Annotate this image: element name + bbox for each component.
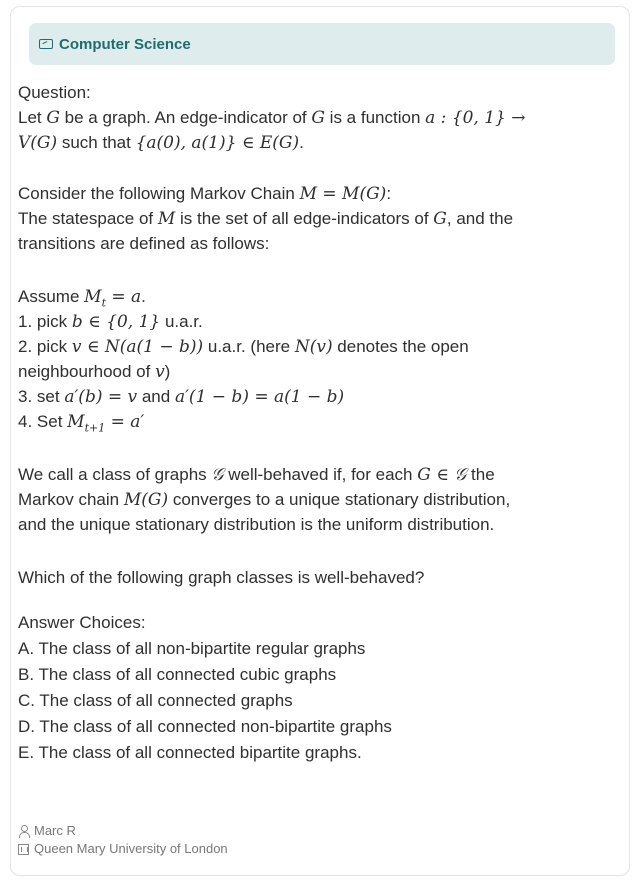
text: the <box>466 465 495 484</box>
math: G <box>433 209 447 229</box>
text: and <box>137 387 175 406</box>
question-heading: Question: <box>18 83 91 102</box>
math: G <box>311 108 325 128</box>
text: be a graph. An edge-indicator of <box>59 108 312 127</box>
step-4 <box>18 409 608 434</box>
person-icon <box>18 825 29 837</box>
text: well-behaved if, for each <box>223 465 418 484</box>
answer-choices <box>18 610 608 766</box>
step-1 <box>18 309 608 334</box>
question-line: and the unique stationary distribution is the uniform distribution. <box>18 515 495 534</box>
math: v ∈ N(a(1 − b)) <box>71 337 204 357</box>
choice-e: E. The class of all connected bipartite graphs. <box>18 743 362 762</box>
text: 3. set <box>18 387 65 406</box>
math: G ∈ 𝒢 <box>417 465 467 485</box>
text: u.a.r. <box>160 312 203 331</box>
math: M <box>157 209 176 229</box>
author-row <box>18 822 228 840</box>
math: a′(b) = v <box>64 387 138 407</box>
math: t <box>101 296 106 310</box>
question-ask: Which of the following graph classes is well-behaved? <box>18 568 425 587</box>
choice-a: A. The class of all non-bipartite regular graphs <box>18 639 366 658</box>
math: M = M(G) <box>299 184 387 204</box>
math: M(G) <box>123 490 169 510</box>
author-info <box>18 822 228 858</box>
author-affiliation: Queen Mary University of London <box>34 841 228 856</box>
question-line <box>18 487 608 512</box>
text: is a function <box>324 108 426 127</box>
text: : <box>386 184 392 203</box>
answer-choices-heading: Answer Choices: <box>18 613 146 632</box>
text: Consider the following Markov Chain <box>18 184 300 203</box>
text: The statespace of <box>18 209 158 228</box>
text: u.a.r. (here <box>203 337 295 356</box>
question-line <box>18 181 608 206</box>
math: a′(1 − b) = a(1 − b) <box>174 387 345 407</box>
text: denotes the open <box>332 337 469 356</box>
text: Assume <box>18 287 85 306</box>
text: ) <box>164 362 171 381</box>
subject-label: Computer Science <box>59 35 191 53</box>
text: 2. pick <box>18 337 72 356</box>
text: . <box>141 287 146 306</box>
text: , and the <box>446 209 514 228</box>
question-line <box>18 462 608 487</box>
math: M <box>67 412 85 432</box>
question-line <box>18 105 608 130</box>
math: t+1 <box>84 421 106 435</box>
text: converges to a unique stationary distribution, <box>168 490 511 509</box>
math: G <box>46 108 60 128</box>
step-2 <box>18 334 608 359</box>
text: 4. Set <box>18 412 68 431</box>
question-line <box>18 130 608 155</box>
choice-d: D. The class of all connected non-bipartite graphs <box>18 717 392 736</box>
math: = a′ <box>105 412 145 432</box>
step-3 <box>18 384 608 409</box>
subject-banner <box>29 23 615 65</box>
affiliation-row <box>18 840 228 858</box>
question-line: transitions are defined as follows: <box>18 234 270 253</box>
math: = a <box>105 287 142 307</box>
author-name: Marc R <box>34 823 76 838</box>
text: We call a class of graphs <box>18 465 212 484</box>
math: b ∈ {0, 1} <box>71 312 161 332</box>
subject-icon <box>39 39 53 49</box>
math: V(G) <box>18 133 58 153</box>
text: neighbourhood of <box>18 362 156 381</box>
step-2-cont <box>18 359 608 384</box>
question-body <box>18 80 608 766</box>
question-line <box>18 206 608 231</box>
text: . <box>299 133 304 152</box>
step-assume <box>18 284 608 309</box>
building-icon <box>18 844 29 855</box>
math: v <box>155 362 165 382</box>
text: 1. pick <box>18 312 72 331</box>
math: a : {0, 1} → <box>425 108 526 128</box>
choice-c: C. The class of all connected graphs <box>18 691 293 710</box>
text: is the set of all edge-indicators of <box>175 209 434 228</box>
math: 𝒢 <box>211 465 224 485</box>
text: such that <box>57 133 136 152</box>
math: {a(0), a(1)} ∈ E(G) <box>135 133 300 153</box>
text: Markov chain <box>18 490 124 509</box>
math: M <box>84 287 102 307</box>
math: N(v) <box>294 337 333 357</box>
text: Let <box>18 108 47 127</box>
choice-b: B. The class of all connected cubic graphs <box>18 665 337 684</box>
